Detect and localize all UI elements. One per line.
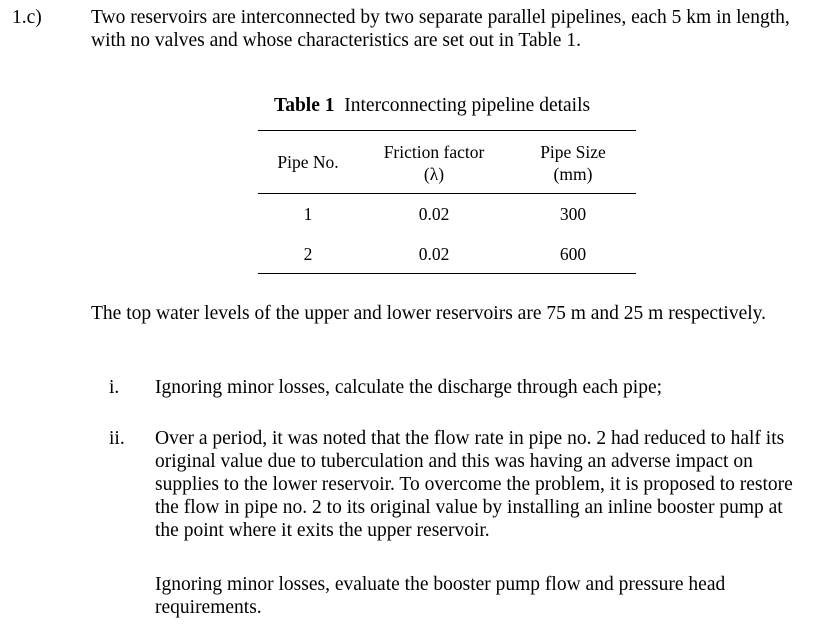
header-pipe-no: Pipe No. [277,152,339,172]
cell-friction: 0.02 [418,244,450,264]
cell-size: 600 [559,244,587,264]
table-caption [274,94,590,117]
cell-pipe-no: 1 [303,204,313,224]
table-caption-title: Interconnecting pipeline details [344,95,591,116]
header-friction-symbol: (λ) [423,164,445,184]
header-pipe-size: Pipe Size [540,142,606,162]
table-bottom-rule [258,273,636,274]
cell-pipe-no: 2 [303,244,313,264]
part-ii-followup: Ignoring minor losses, evaluate the booster pump flow and pressure head requirements. [155,574,726,618]
header-pipe-size-unit: (mm) [553,164,593,184]
table-header-rule [258,193,636,194]
part-i-text: Ignoring minor losses, calculate the discharge through each pipe; [155,377,663,398]
reservoir-levels-text: The top water levels of the upper and lower reservoirs are 75 m and 25 m respectively. [91,303,767,324]
part-ii-text: Over a period, it was noted that the flow rate in pipe no. 2 had reduced to half its original value due to tuberculation and this was having an adverse impact on supplies to the lower reservoir. To overcome the problem, it is proposed to restore the flow in pipe no. 2 to its original value by installing an inline booster pump at the point where it exits the upper reservoir. [155,428,793,541]
table-caption-label: Table 1 [274,95,335,116]
question-number: 1.c) [12,7,42,28]
cell-friction: 0.02 [418,204,450,224]
cell-size: 300 [559,204,587,224]
part-i-label: i. [109,377,120,398]
part-ii-label: ii. [109,428,125,449]
header-friction-factor: Friction factor [383,142,485,162]
question-intro: Two reservoirs are interconnected by two separate parallel pipelines, each 5 km in length, with no valves and whose characteristics are set out in Table 1. [91,7,790,51]
table-top-rule [258,130,636,131]
